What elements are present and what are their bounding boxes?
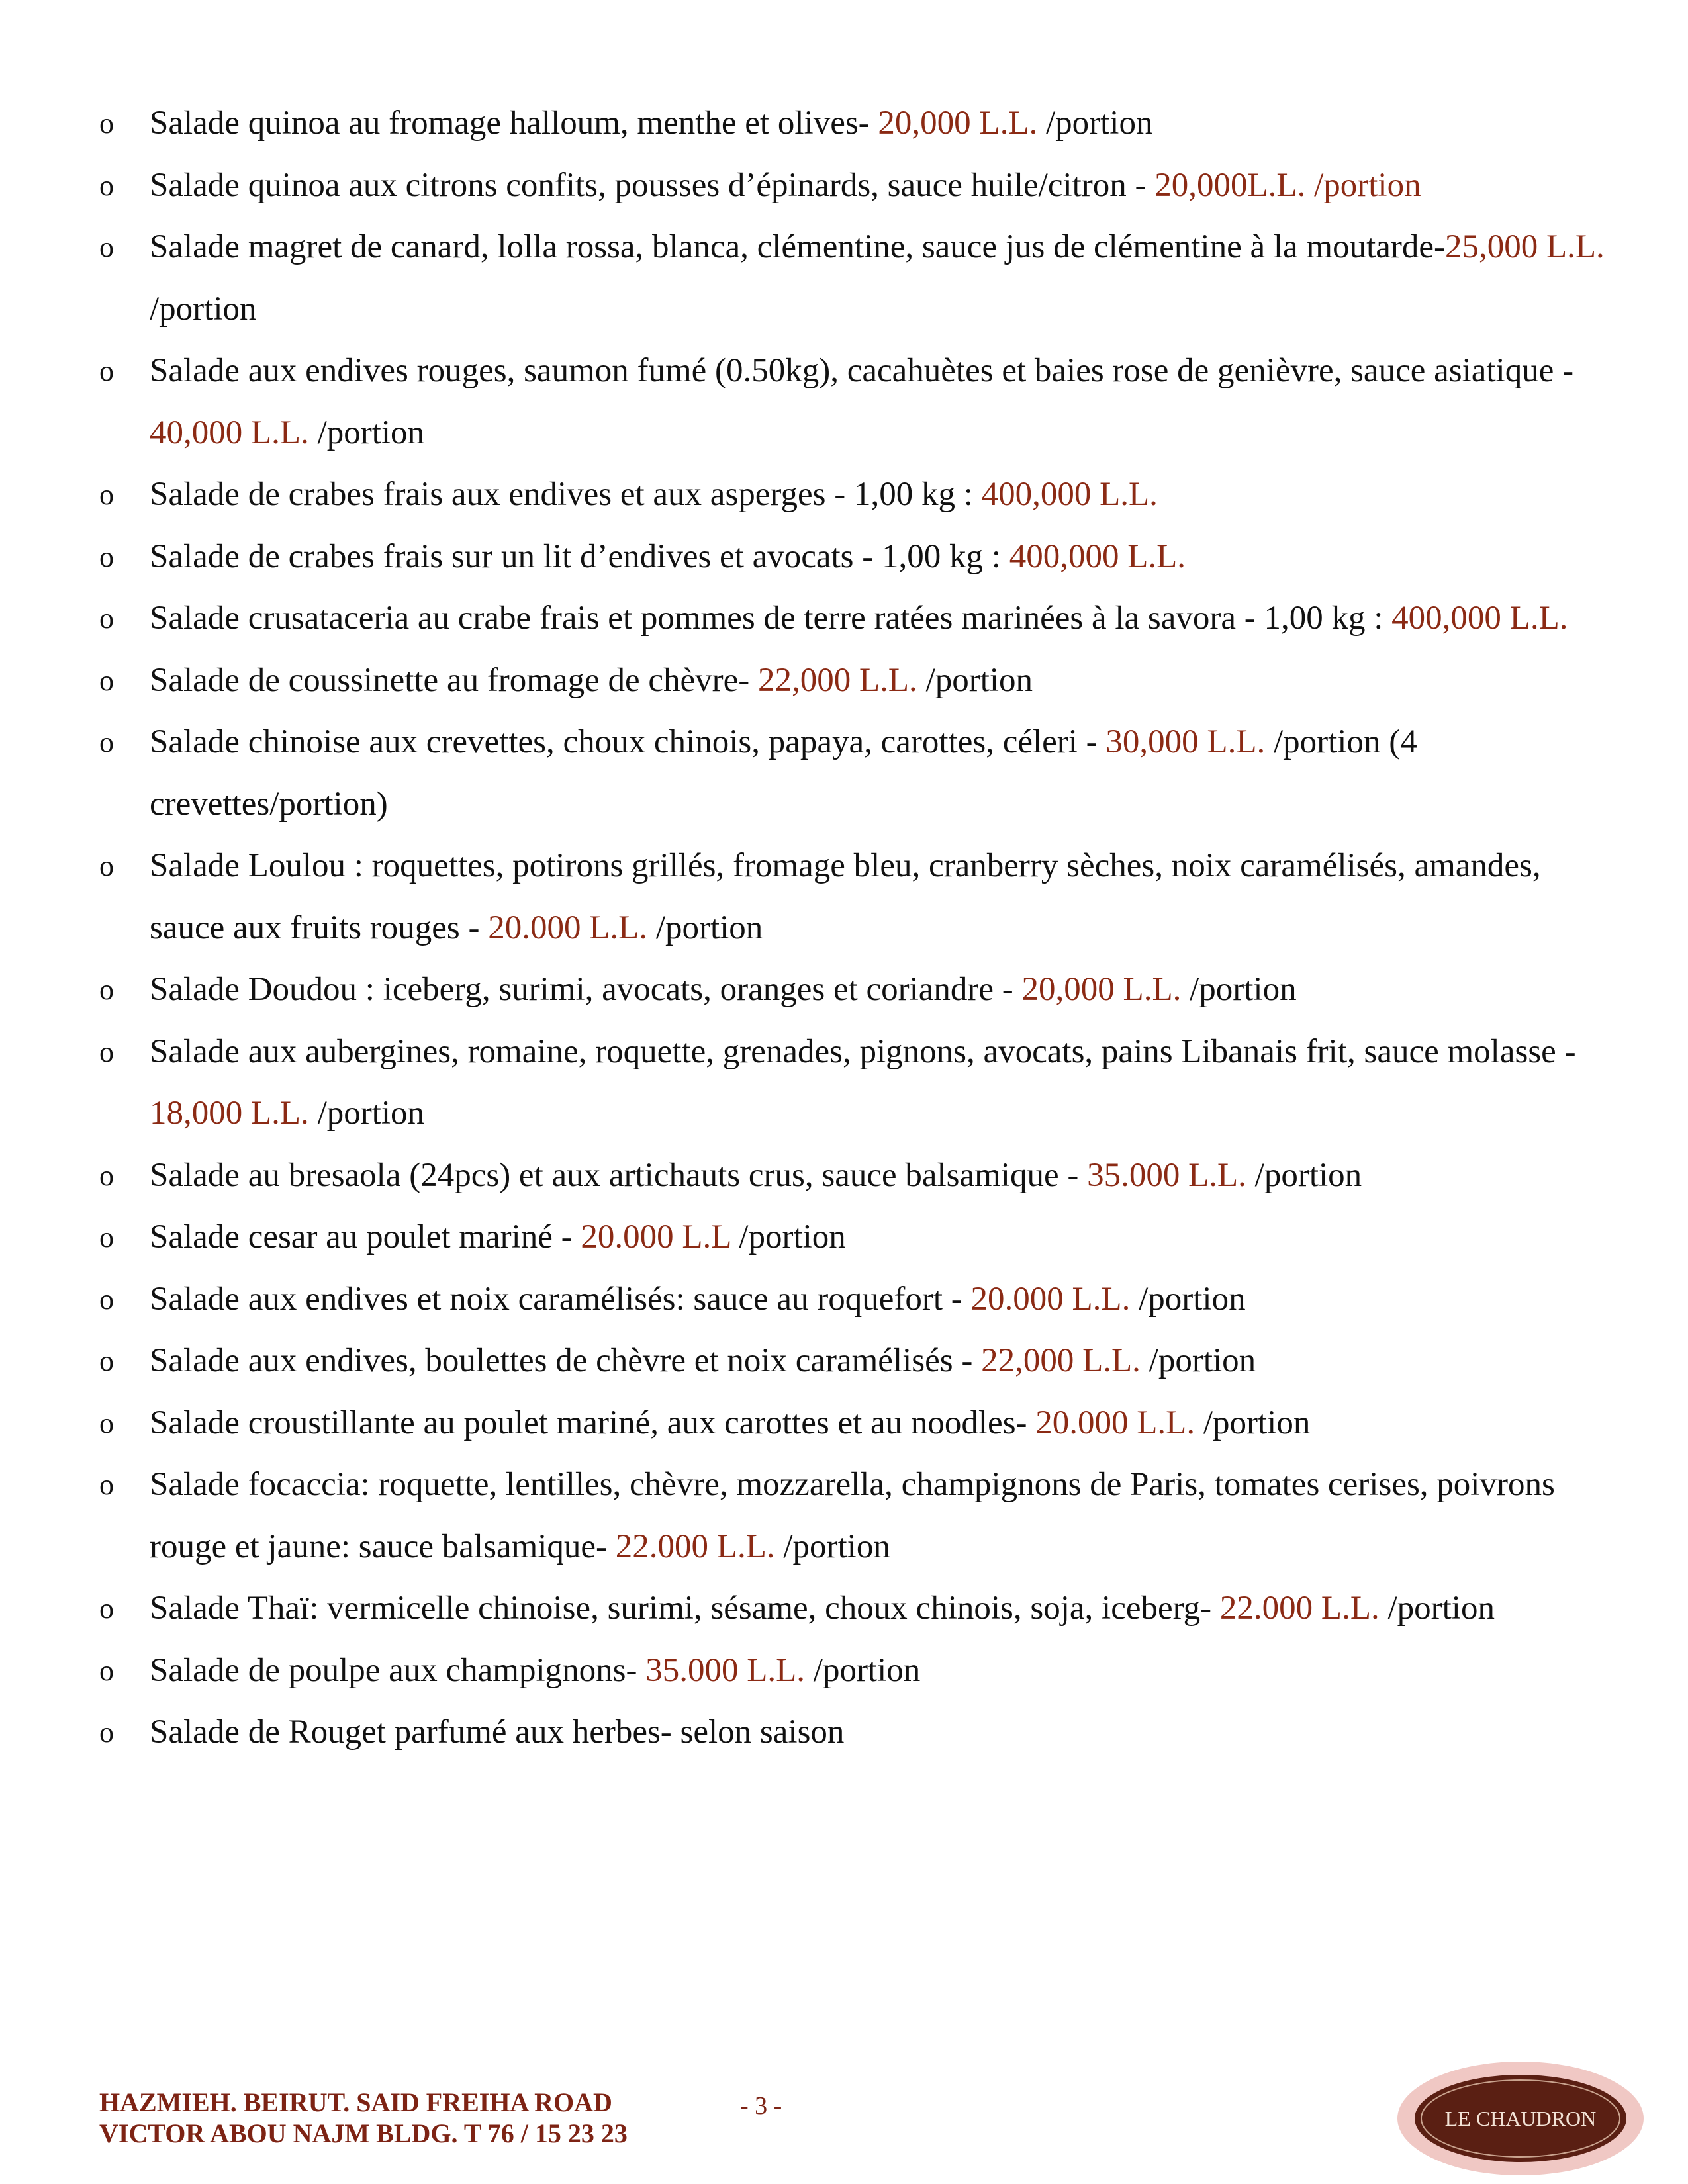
- menu-item-suffix: /portion: [1181, 971, 1297, 1008]
- menu-item-text: Salade de crabes frais aux endives et aux asperges - 1,00 kg :: [150, 476, 982, 513]
- bullet-icon: o: [99, 726, 114, 758]
- menu-item-text: Salade au bresaola (24pcs) et aux artichauts crus, sauce balsamique -: [150, 1156, 1088, 1194]
- menu-item-suffix: /portion: [1379, 1590, 1495, 1627]
- menu-item-text: Salade de crabes frais sur un lit d’endives et avocats - 1,00 kg :: [150, 537, 1009, 575]
- bullet-icon: o: [99, 1716, 114, 1749]
- menu-item-suffix: /portion: [1246, 1156, 1362, 1194]
- menu-item-text: Salade crusataceria au crabe frais et pommes de terre ratées marinées à la savora - 1,00 kg :: [150, 600, 1392, 637]
- menu-item-price: 22.000 L.L.: [1219, 1590, 1380, 1627]
- menu-item: [99, 526, 1615, 588]
- menu-item: [99, 1206, 1615, 1269]
- menu-item-price: 30,000 L.L.: [1105, 723, 1266, 760]
- menu-item-price: 20.000 L.L.: [1035, 1404, 1196, 1441]
- menu-item-price: 20,000L.L. /portion: [1154, 166, 1421, 204]
- menu-item-price: 20,000 L.L.: [878, 105, 1038, 142]
- menu-item-price: 20.000 L.L.: [970, 1280, 1131, 1318]
- bullet-icon: o: [99, 1283, 114, 1316]
- menu-item-suffix: /portion: [1195, 1404, 1311, 1441]
- bullet-icon: o: [99, 1406, 114, 1439]
- menu-item: [99, 588, 1615, 650]
- menu-item-suffix: /portion: [730, 1218, 846, 1255]
- menu-item: [99, 216, 1615, 340]
- menu-item: [99, 835, 1615, 959]
- bullet-icon: o: [99, 1035, 114, 1068]
- bullet-icon: o: [99, 974, 114, 1006]
- menu-item-price: 40,000 L.L.: [150, 414, 309, 451]
- menu-item: [99, 1392, 1615, 1455]
- menu-item-suffix: /portion: [805, 1651, 921, 1689]
- menu-item: [99, 711, 1615, 835]
- menu-item-suffix: /portion: [774, 1527, 890, 1565]
- menu-item: [99, 1330, 1615, 1392]
- menu-item-price: 20,000 L.L.: [1021, 971, 1182, 1008]
- menu-item-price: 20.000 L.L.: [488, 909, 648, 946]
- menu-item-price: 20.000 L.L: [581, 1218, 731, 1255]
- menu-item: [99, 155, 1615, 217]
- menu-item-text: Salade de coussinette au fromage de chèvre-: [150, 661, 758, 699]
- bullet-icon: o: [99, 478, 114, 511]
- bullet-icon: o: [99, 1345, 114, 1377]
- menu-item-price: 22,000 L.L.: [758, 661, 917, 699]
- menu-item-suffix: /portion: [1130, 1280, 1246, 1318]
- menu-item-text: Salade quinoa aux citrons confits, pousses d’épinards, sauce huile/citron -: [150, 166, 1155, 204]
- menu-item-text: Salade aux endives, boulettes de chèvre et noix caramélisés -: [150, 1342, 982, 1379]
- bullet-icon: o: [99, 169, 114, 202]
- menu-item-price: 400,000 L.L.: [1391, 600, 1568, 637]
- address-line-2: VICTOR ABOU NAJM BLDG. T 76 / 15 23 23: [99, 2118, 628, 2148]
- menu-item-suffix: /portion: [308, 1095, 425, 1132]
- menu-item-price: 25,000 L.L.: [1444, 228, 1605, 265]
- menu-item-suffix: /portion: [917, 661, 1033, 699]
- menu-item-price: 400,000 L.L.: [1009, 537, 1186, 575]
- menu-item-text: Salade quinoa au fromage halloum, menthe et olives-: [150, 105, 878, 142]
- bullet-icon: o: [99, 850, 114, 882]
- bullet-icon: o: [99, 1159, 114, 1192]
- menu-item: [99, 464, 1615, 526]
- menu-item-price: 18,000 L.L.: [150, 1095, 309, 1132]
- menu-item-text: Salade Doudou : iceberg, surimi, avocats, oranges et coriandre -: [150, 971, 1022, 1008]
- menu-item-suffix: /portion: [308, 414, 425, 451]
- menu-item-suffix: /portion: [1140, 1342, 1256, 1379]
- page-number: - 3 -: [740, 2092, 782, 2120]
- bullet-icon: o: [99, 355, 114, 387]
- menu-item: [99, 959, 1615, 1021]
- menu-item-text: Salade croustillante au poulet mariné, aux carottes et au noodles-: [150, 1404, 1036, 1441]
- menu-item-suffix: /portion: [647, 909, 763, 946]
- menu-item: [99, 650, 1615, 712]
- menu-item: [99, 1702, 1615, 1764]
- menu-item-text: Salade de poulpe aux champignons-: [150, 1651, 646, 1689]
- menu-item-price: 35.000 L.L.: [1087, 1156, 1246, 1194]
- menu-item-text: Salade aux aubergines, romaine, roquette, grenades, pignons, avocats, pains Libanais frit, sauce molasse -: [150, 1032, 1576, 1070]
- menu-item: [99, 1145, 1615, 1207]
- menu-item: [99, 1640, 1615, 1702]
- menu-item-suffix: /portion: [150, 290, 257, 328]
- menu-item-suffix: /portion: [1037, 105, 1153, 142]
- bullet-icon: o: [99, 1592, 114, 1625]
- menu-item-text: Salade Thaï: vermicelle chinoise, surimi, sésame, choux chinois, soja, iceberg-: [150, 1590, 1220, 1627]
- menu-item-text: Salade Loulou : roquettes, potirons grillés, fromage bleu, cranberry sèches, noix caramélisés, amandes, sauce aux fruits rouges -: [150, 847, 1541, 946]
- bullet-icon: o: [99, 231, 114, 263]
- menu-item-text: Salade cesar au poulet mariné -: [150, 1218, 581, 1255]
- footer-address: [99, 2087, 628, 2149]
- menu-item-price: 22.000 L.L.: [615, 1527, 775, 1565]
- menu-item-price: 400,000 L.L.: [981, 476, 1158, 513]
- menu-item: [99, 1021, 1615, 1145]
- menu-item: [99, 340, 1615, 464]
- menu-item-text: Salade aux endives et noix caramélisés: sauce au roquefort -: [150, 1280, 971, 1318]
- bullet-icon: o: [99, 602, 114, 635]
- menu-item: [99, 1269, 1615, 1331]
- bullet-icon: o: [99, 1654, 114, 1687]
- menu-item-text: Salade chinoise aux crevettes, choux chinois, papaya, carottes, céleri -: [150, 723, 1106, 760]
- bullet-icon: o: [99, 540, 114, 573]
- bullet-icon: o: [99, 1221, 114, 1253]
- bullet-icon: o: [99, 1469, 114, 1501]
- bullet-icon: o: [99, 107, 114, 140]
- menu-item: [99, 1454, 1615, 1578]
- menu-item-text: Salade de Rouget parfumé aux herbes- selon saison: [150, 1713, 845, 1751]
- le-chaudron-logo: [1395, 2060, 1646, 2177]
- menu-item: [99, 1578, 1615, 1640]
- menu-item-text: Salade magret de canard, lolla rossa, blanca, clémentine, sauce jus de clémentine à la moutarde-: [150, 228, 1445, 265]
- menu-item-price: 22,000 L.L.: [981, 1342, 1141, 1379]
- menu-item: [99, 93, 1615, 155]
- menu-item-text: Salade aux endives rouges, saumon fumé (0.50kg), cacahuètes et baies rose de genièvre, sauce asiatique -: [150, 352, 1574, 389]
- menu-list: [99, 93, 1615, 1764]
- menu-item-suffix: /portion (4 crevettes/portion): [150, 723, 1417, 823]
- bullet-icon: o: [99, 664, 114, 697]
- menu-item-price: 35.000 L.L.: [645, 1651, 806, 1689]
- address-line-1: HAZMIEH. BEIRUT. SAID FREIHA ROAD: [99, 2087, 612, 2117]
- logo-text: LE CHAUDRON: [1444, 2107, 1597, 2130]
- menu-item-text: Salade focaccia: roquette, lentilles, chèvre, mozzarella, champignons de Paris, tomates cerises, poivrons rouge et jaune: sauce balsamique-: [150, 1466, 1555, 1565]
